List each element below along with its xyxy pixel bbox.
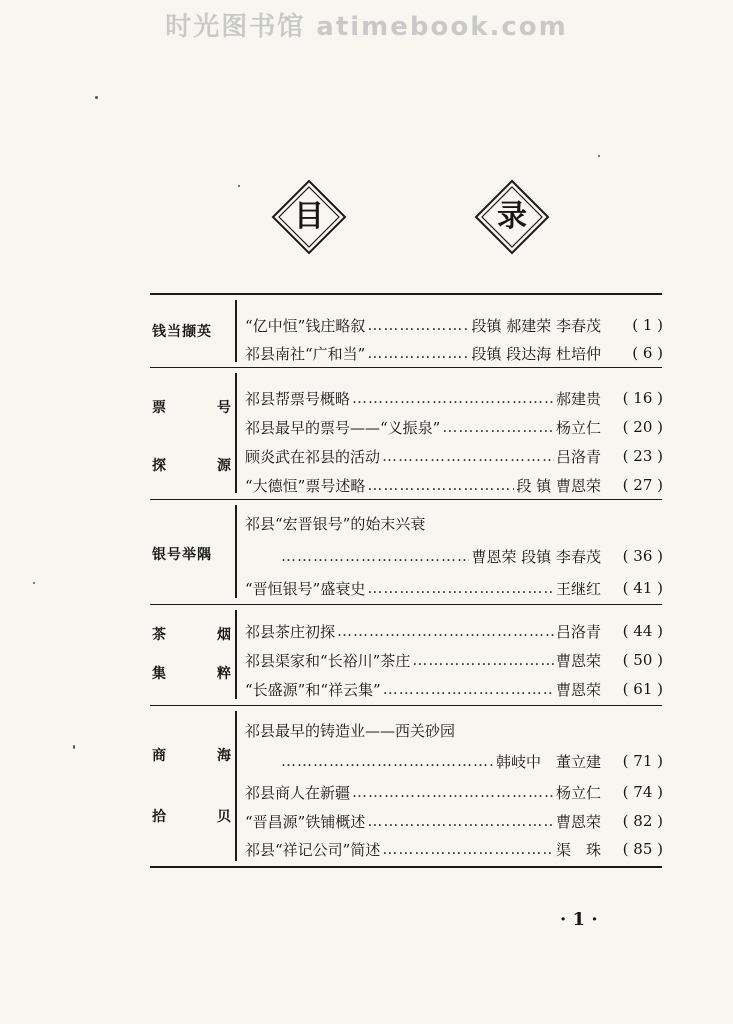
category-line (152, 397, 232, 417)
category-char: 贝 (217, 809, 232, 825)
leader-dots (352, 389, 554, 407)
title-char-1-box (270, 178, 348, 256)
toc-entry (245, 576, 663, 600)
category-char: 举 (182, 547, 197, 563)
entry-page: ( 20 ) (622, 418, 663, 436)
entry-author: 段 镇 曹恩荣 (516, 476, 601, 495)
entry-title: 祁县帮票号概略 (245, 389, 351, 408)
leader-dots (367, 476, 514, 494)
entry-author: 郝建贵 (555, 389, 601, 408)
scan-speck (33, 582, 35, 584)
leader-dots (382, 840, 554, 858)
entry-author: 杨立仁 (555, 783, 601, 802)
entry-page: ( 85 ) (622, 840, 663, 858)
leader-dots (281, 752, 494, 770)
category-char: 号 (167, 547, 182, 563)
toc-entry (245, 837, 663, 861)
toc-entry (245, 386, 663, 410)
leader-dots (352, 783, 554, 801)
toc-entry-continuation (245, 749, 663, 773)
entry-author: 曹恩荣 (555, 680, 601, 699)
entry-title: 祁县最早的票号——“义振泉” (245, 418, 441, 437)
category-char: 粹 (217, 666, 232, 682)
leader-dots (412, 651, 554, 669)
entry-title: “晋昌源”铁铺概述 (245, 812, 366, 831)
column-separator (235, 610, 237, 699)
leader-dots (367, 316, 469, 334)
scan-speck (73, 745, 75, 749)
section-divider (150, 604, 662, 605)
entry-author: 杨立仁 (555, 418, 601, 437)
entry-title: “亿中恒”钱庄略叙 (245, 316, 366, 335)
entry-page: ( 6 ) (632, 344, 663, 362)
category-char: 探 (152, 458, 167, 474)
category-char: 银 (152, 547, 167, 563)
category-line (152, 455, 232, 475)
entry-title: 顾炎武在祁县的活动 (245, 447, 381, 466)
entry-page: ( 36 ) (622, 547, 663, 565)
site-watermark: 时光图书馆 atimebook.com (165, 12, 568, 42)
category-line (152, 663, 232, 683)
entry-page: ( 82 ) (622, 812, 663, 830)
toc-entry (245, 313, 663, 337)
category-char: 钱 (152, 324, 167, 340)
category-char: 茶 (152, 627, 167, 643)
leader-dots (442, 418, 554, 436)
entry-author: 吕洛青 (555, 447, 601, 466)
toc-entry (245, 718, 663, 742)
category-char: 英 (197, 324, 212, 340)
category-char: 撷 (182, 324, 197, 340)
category-char: 票 (152, 400, 167, 416)
leader-dots (382, 447, 554, 465)
entry-title: 祁县茶庄初探 (245, 622, 336, 641)
category-line (152, 745, 232, 765)
entry-title: 祁县“祥记公司”简述 (245, 840, 381, 859)
toc-entry (245, 415, 663, 439)
leader-dots (367, 579, 554, 597)
toc-entry (245, 648, 663, 672)
entry-author: 段镇 郝建荣 李春茂 (471, 316, 601, 335)
section-divider (150, 705, 662, 706)
top-rule (150, 293, 662, 295)
entry-author: 段镇 段达海 杜培仲 (471, 344, 601, 363)
toc-entry (245, 809, 663, 833)
entry-page: ( 16 ) (622, 389, 663, 407)
category-line (152, 806, 232, 826)
toc-entry (245, 473, 663, 497)
bottom-rule (150, 866, 662, 868)
entry-title: 祁县“宏晋银号”的始末兴衰 (245, 514, 426, 533)
category-line (152, 544, 232, 564)
entry-title: 祁县最早的铸造业——西关砂园 (245, 721, 456, 740)
leader-dots (281, 547, 469, 565)
entry-author: 韩岐中 董立建 (495, 752, 601, 771)
category-char: 号 (217, 400, 232, 416)
category-char: 隅 (197, 547, 212, 563)
column-separator (235, 505, 237, 598)
category-char: 源 (217, 458, 232, 474)
entry-title: “大德恒”票号述略 (245, 476, 366, 495)
category-line (152, 321, 232, 341)
column-separator (235, 300, 237, 362)
scan-speck (95, 96, 98, 99)
entry-title: 祁县渠家和“长裕川”茶庄 (245, 651, 411, 670)
entry-author: 曹恩荣 段镇 李春茂 (471, 547, 601, 566)
entry-page: ( 74 ) (622, 783, 663, 801)
entry-author: 曹恩荣 (555, 651, 601, 670)
column-separator (235, 711, 237, 861)
category-char: 当 (167, 324, 182, 340)
section-divider (150, 499, 662, 500)
leader-dots (367, 812, 554, 830)
entry-title: “晋恒银号”盛衰史 (245, 579, 366, 598)
page-number: · 1 · (560, 909, 598, 930)
category-line (152, 624, 232, 644)
toc-entry-continuation (245, 544, 663, 568)
entry-page: ( 27 ) (622, 476, 663, 494)
entry-title: 祁县南社“广和当” (245, 344, 366, 363)
entry-page: ( 41 ) (622, 579, 663, 597)
entry-title: 祁县商人在新疆 (245, 783, 351, 802)
entry-page: ( 50 ) (622, 651, 663, 669)
leader-dots (337, 622, 554, 640)
entry-page: ( 71 ) (622, 752, 663, 770)
entry-author: 吕洛青 (555, 622, 601, 641)
category-char: 集 (152, 666, 167, 682)
scan-speck (238, 185, 240, 187)
toc-entry (245, 341, 663, 365)
entry-author: 曹恩荣 (555, 812, 601, 831)
toc-entry (245, 780, 663, 804)
column-separator (235, 373, 237, 493)
toc-entry (245, 677, 663, 701)
entry-page: ( 1 ) (632, 316, 663, 334)
title-char-2: 录 (497, 199, 527, 234)
entry-title: “长盛源”和“祥云集” (245, 680, 381, 699)
entry-author: 王继红 (555, 579, 601, 598)
category-char: 商 (152, 748, 167, 764)
leader-dots (367, 344, 469, 362)
entry-page: ( 44 ) (622, 622, 663, 640)
title-char-1: 目 (294, 199, 324, 234)
leader-dots (383, 680, 554, 698)
entry-author: 渠 珠 (555, 840, 601, 859)
category-char: 拾 (152, 809, 167, 825)
section-divider (150, 367, 662, 368)
toc-entry (245, 444, 663, 468)
toc-entry (245, 619, 663, 643)
toc-entry (245, 511, 663, 535)
scan-speck (598, 155, 600, 157)
entry-page: ( 61 ) (622, 680, 663, 698)
category-char: 烟 (217, 627, 232, 643)
entry-page: ( 23 ) (622, 447, 663, 465)
title-char-2-box (473, 178, 551, 256)
category-char: 海 (217, 748, 232, 764)
